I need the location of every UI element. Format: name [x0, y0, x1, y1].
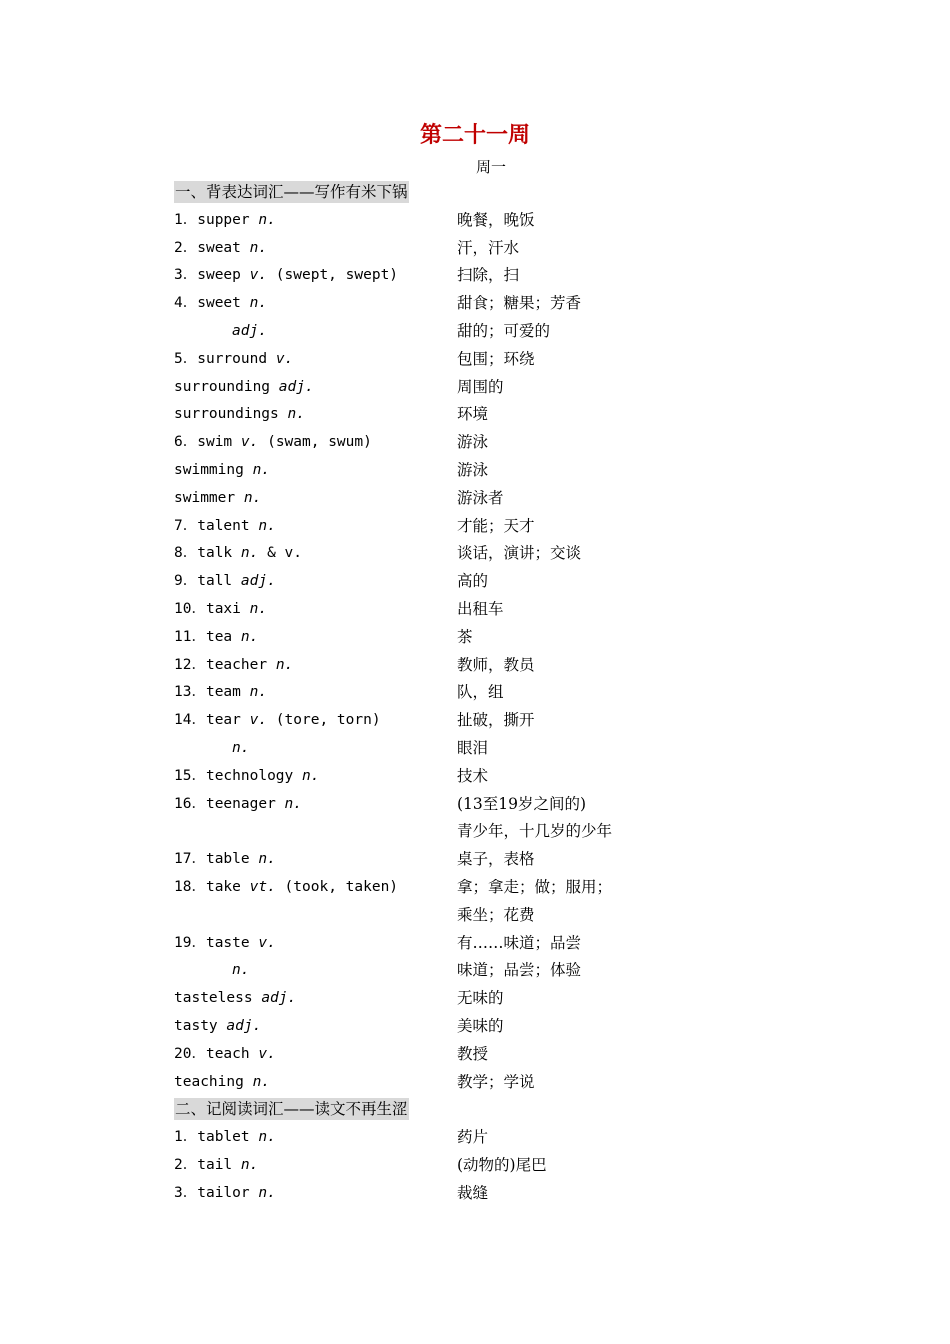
english-term — [174, 1124, 276, 1152]
vocab-row — [174, 1152, 734, 1180]
vocab-row — [174, 540, 734, 568]
chinese-meaning: 拿；拿走；做；服用； — [457, 877, 613, 896]
vocab-row — [174, 457, 734, 485]
vocab-row — [174, 818, 734, 846]
english-term — [174, 1069, 270, 1097]
chinese-meaning: 扯破，撕开 — [457, 711, 535, 730]
term-forms: (swept, swept) — [267, 267, 399, 284]
vocab-row — [174, 624, 734, 652]
chinese-meaning: 晚餐，晚饭 — [457, 210, 535, 229]
english-term — [174, 763, 319, 791]
vocab-row — [174, 846, 734, 874]
chinese-meaning: 游泳者 — [457, 488, 504, 507]
term-word: 9．tall — [174, 573, 241, 590]
term-word: 10．taxi — [174, 600, 250, 617]
english-term — [174, 1041, 276, 1069]
part-of-speech: v. — [249, 267, 268, 284]
chinese-meaning: 出租车 — [457, 599, 504, 618]
vocab-row — [174, 290, 734, 318]
section-heading — [174, 179, 734, 207]
term-word: swimming — [174, 461, 253, 478]
vocab-row — [174, 1013, 734, 1041]
vocab-row — [174, 401, 734, 429]
part-of-speech: n. — [252, 461, 271, 478]
chinese-meaning: 高的 — [457, 572, 489, 591]
english-term — [232, 318, 267, 346]
english-term — [174, 374, 314, 402]
vocab-row — [174, 429, 734, 457]
chinese-meaning: 周围的 — [457, 377, 504, 396]
term-forms: & v. — [258, 545, 303, 562]
term-word: 8．talk — [174, 545, 241, 562]
term-word: 3．sweep — [174, 267, 250, 284]
part-of-speech: n. — [252, 1073, 271, 1090]
vocab-row — [174, 262, 734, 290]
term-word: 6．swim — [174, 434, 241, 451]
chinese-meaning: 环境 — [457, 405, 489, 424]
part-of-speech: adj. — [240, 573, 276, 590]
term-word: surrounding — [174, 378, 279, 395]
vocab-row — [174, 1069, 734, 1097]
chinese-meaning: 包围；环绕 — [457, 349, 535, 368]
english-term — [232, 957, 249, 985]
english-term — [174, 624, 258, 652]
chinese-meaning: 教授 — [457, 1044, 489, 1063]
vocab-row — [174, 791, 734, 819]
term-word: 4．sweet — [174, 295, 250, 312]
part-of-speech: adj. — [278, 378, 314, 395]
chinese-meaning: 甜的；可爱的 — [457, 321, 551, 340]
term-word: tasty — [174, 1017, 227, 1034]
chinese-meaning: 谈话，演讲；交谈 — [457, 544, 582, 563]
part-of-speech: n. — [258, 1129, 276, 1146]
term-word: teaching — [174, 1073, 253, 1090]
part-of-speech: v. — [275, 350, 294, 367]
part-of-speech: n. — [302, 767, 320, 784]
chinese-meaning: 味道；品尝；体验 — [457, 961, 582, 980]
part-of-speech: n. — [249, 684, 268, 701]
chinese-meaning: 眼泪 — [457, 738, 489, 757]
vocab-row — [174, 374, 734, 402]
english-term — [174, 596, 267, 624]
part-of-speech: n. — [287, 406, 305, 423]
chinese-meaning: 教学；学说 — [457, 1072, 535, 1091]
part-of-speech: n. — [240, 1156, 259, 1173]
term-word: 17．table — [174, 851, 259, 868]
english-term — [174, 485, 261, 513]
part-of-speech: n. — [275, 656, 294, 673]
english-term — [174, 457, 270, 485]
part-of-speech: n. — [258, 851, 276, 868]
part-of-speech: n. — [240, 545, 259, 562]
vocab-row — [174, 874, 734, 902]
part-of-speech: v. — [258, 934, 276, 951]
term-word: 15．technology — [174, 767, 302, 784]
vocab-row — [174, 318, 734, 346]
vocab-row — [174, 735, 734, 763]
english-term — [174, 568, 276, 596]
chinese-meaning: 汗，汗水 — [457, 238, 520, 257]
part-of-speech: n. — [258, 1184, 276, 1201]
english-term — [232, 735, 249, 763]
english-term — [174, 707, 381, 735]
term-word: 18．take — [174, 878, 250, 895]
english-term — [174, 513, 276, 541]
chinese-meaning: 美味的 — [457, 1016, 504, 1035]
english-term — [174, 346, 293, 374]
chinese-meaning: 茶 — [457, 627, 473, 646]
part-of-speech: n. — [258, 517, 276, 534]
english-term — [174, 1152, 258, 1180]
part-of-speech: v. — [258, 1045, 276, 1062]
vocab-row — [174, 930, 734, 958]
term-word: 2．sweat — [174, 239, 250, 256]
page-title: 第二十一周 — [419, 122, 530, 148]
vocab-row — [174, 679, 734, 707]
english-term — [174, 791, 302, 819]
vocab-row — [174, 1041, 734, 1069]
vocab-row — [174, 513, 734, 541]
part-of-speech: adj. — [226, 1017, 262, 1034]
part-of-speech: adj. — [261, 990, 297, 1007]
english-term — [174, 235, 267, 263]
english-term — [174, 401, 305, 429]
term-word: swimmer — [174, 489, 244, 506]
term-word: 1．supper — [174, 211, 259, 228]
vocab-row — [174, 763, 734, 791]
page-subtitle: 周一 — [475, 158, 506, 176]
part-of-speech: v. — [249, 712, 268, 729]
english-term — [174, 1180, 276, 1208]
english-term — [174, 930, 276, 958]
english-term — [174, 290, 267, 318]
term-word: 14．tear — [174, 712, 250, 729]
english-term — [174, 540, 302, 568]
term-word: 13．team — [174, 684, 250, 701]
term-word: 11．tea — [174, 628, 241, 645]
english-term — [174, 679, 267, 707]
chinese-meaning: 裁缝 — [457, 1183, 489, 1202]
chinese-meaning: 有……味道；品尝 — [457, 933, 582, 952]
vocab-row — [174, 985, 734, 1013]
english-term — [174, 846, 276, 874]
part-of-speech: n. — [232, 739, 250, 756]
section-heading-text: 一、背表达词汇——写作有米下锅 — [175, 183, 408, 201]
part-of-speech: adj. — [232, 322, 267, 339]
term-word: 19．taste — [174, 934, 259, 951]
vocab-row — [174, 485, 734, 513]
vocab-row — [174, 596, 734, 624]
term-forms: (tore, torn) — [267, 712, 381, 729]
term-word: 20．teach — [174, 1045, 259, 1062]
english-term — [174, 652, 293, 680]
chinese-meaning: 游泳 — [457, 433, 489, 452]
term-forms: (swam, swum) — [258, 434, 372, 451]
vocab-row — [174, 652, 734, 680]
section-heading-text: 二、记阅读词汇——读文不再生涩 — [175, 1100, 408, 1119]
english-term — [174, 985, 296, 1013]
part-of-speech: n. — [249, 239, 268, 256]
part-of-speech: n. — [232, 962, 250, 979]
part-of-speech: n. — [249, 295, 268, 312]
term-word: 16．teenager — [174, 795, 285, 812]
vocabulary-list — [174, 179, 734, 1207]
part-of-speech: n. — [284, 795, 302, 812]
chinese-meaning: 青少年，十几岁的少年 — [457, 822, 613, 841]
term-word: 3．tailor — [174, 1184, 259, 1201]
chinese-meaning: 乘坐；花费 — [457, 905, 535, 924]
chinese-meaning: 才能；天才 — [457, 516, 535, 535]
part-of-speech: n. — [249, 600, 268, 617]
english-term — [174, 429, 372, 457]
chinese-meaning: 甜食；糖果；芳香 — [457, 294, 582, 313]
term-word: 2．tail — [174, 1156, 241, 1173]
chinese-meaning: 游泳 — [457, 460, 489, 479]
term-word: 5．surround — [174, 350, 276, 367]
part-of-speech: n. — [243, 489, 262, 506]
part-of-speech: n. — [258, 211, 276, 228]
part-of-speech: v. — [240, 434, 259, 451]
term-word: 1．tablet — [174, 1129, 259, 1146]
chinese-meaning: 教师，教员 — [457, 655, 535, 674]
chinese-meaning: (动物的)尾巴 — [457, 1155, 547, 1174]
vocab-row — [174, 902, 734, 930]
english-term — [174, 874, 398, 902]
chinese-meaning: (13至19岁之间的) — [457, 794, 587, 813]
chinese-meaning: 无味的 — [457, 989, 504, 1008]
term-word: tasteless — [174, 990, 262, 1007]
vocab-row — [174, 207, 734, 235]
vocab-row — [174, 957, 734, 985]
english-term — [174, 207, 276, 235]
term-word: 7．talent — [174, 517, 259, 534]
vocab-row — [174, 707, 734, 735]
vocab-row — [174, 1124, 734, 1152]
chinese-meaning: 扫除，扫 — [457, 266, 520, 285]
english-term — [174, 1013, 261, 1041]
part-of-speech: vt. — [249, 878, 276, 895]
chinese-meaning: 药片 — [457, 1128, 489, 1147]
english-term — [174, 262, 398, 290]
vocab-row — [174, 1180, 734, 1208]
term-word: 12．teacher — [174, 656, 276, 673]
term-forms: (took, taken) — [275, 878, 399, 895]
part-of-speech: n. — [240, 628, 259, 645]
vocab-row — [174, 568, 734, 596]
vocab-row — [174, 346, 734, 374]
term-word: surroundings — [174, 406, 288, 423]
vocab-row — [174, 235, 734, 263]
chinese-meaning: 桌子，表格 — [457, 850, 535, 869]
chinese-meaning: 队，组 — [457, 683, 504, 702]
chinese-meaning: 技术 — [457, 766, 489, 785]
section-heading — [174, 1096, 734, 1124]
